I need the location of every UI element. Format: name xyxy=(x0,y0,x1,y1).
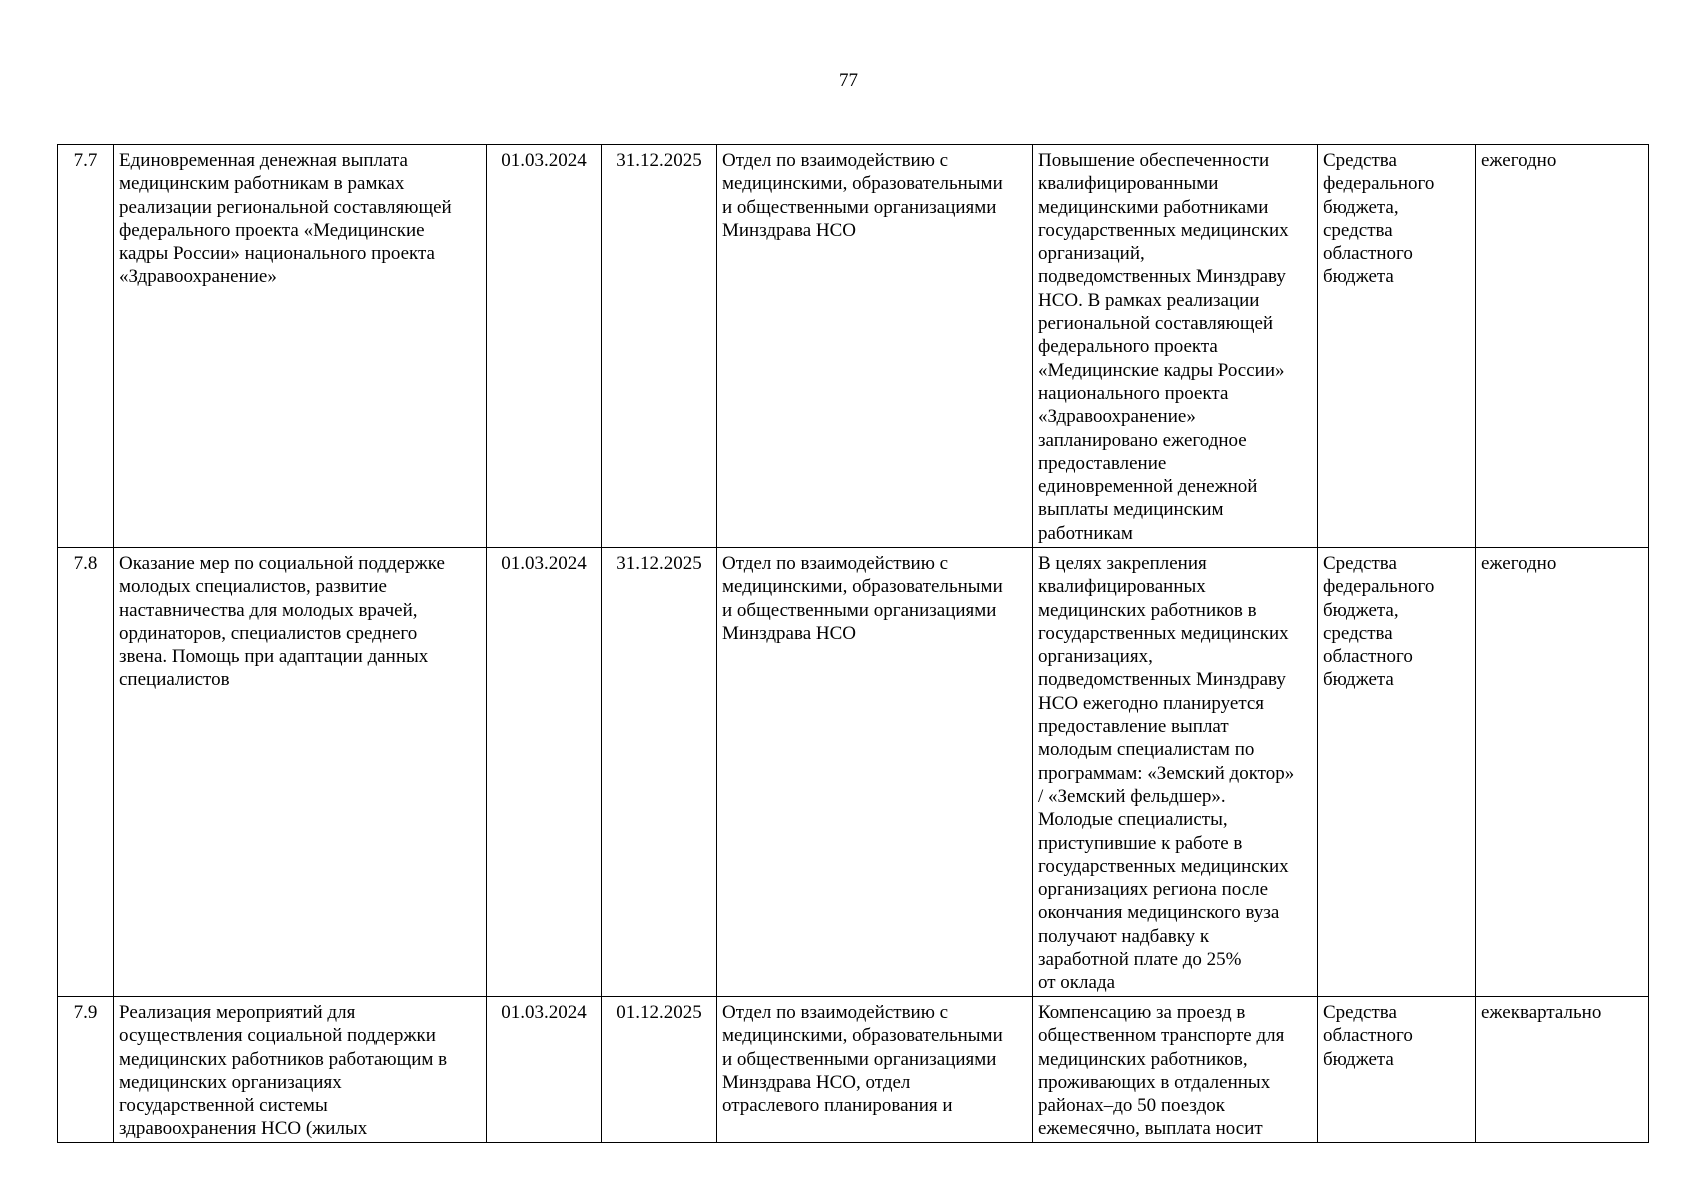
executor-text: Отдел по взаимодействию с медицинскими, образовательными и общественными организациями Минздрава НСО, отдел отраслевого планирования и xyxy=(722,1002,1003,1117)
event-text: Оказание мер по социальной поддержке молодых специалистов, развитие наставничества для молодых врачей, ординаторов, специалистов среднего звена. Помощь при адаптации данных специалистов xyxy=(119,553,445,691)
period-cell xyxy=(1476,997,1649,1143)
event-text: Реализация мероприятий для осуществления социальной поддержки медицинских работников работающим в медицинских организациях государственной системы здравоохранения НСО (жилых xyxy=(119,1002,448,1140)
table-row xyxy=(58,997,1649,1143)
start-date-cell xyxy=(487,997,602,1143)
funding-text: Средства федерального бюджета, средства областного бюджета xyxy=(1323,150,1435,288)
period-text: ежегодно xyxy=(1481,150,1557,171)
end-date: 31.12.2025 xyxy=(616,150,702,171)
executor-cell xyxy=(717,548,1033,997)
start-date-cell xyxy=(487,548,602,997)
start-date: 01.03.2024 xyxy=(501,150,587,171)
funding-cell xyxy=(1318,145,1476,548)
event-cell xyxy=(114,997,487,1143)
result-text: В целях закрепления квалифицированных медицинских работников в государственных медицинских организациях, подведомственных Минздраву НСО ежегодно планируется предоставление выплат молодым специалистам по программам: «Земский доктор» / «Земский фельдшер». Молодые специалисты, приступившие к работе в государственных медицинских организациях региона после окончания медицинского вуза получают надбавку к заработной плате до 25% от оклада xyxy=(1038,553,1295,994)
row-number: 7.9 xyxy=(73,1002,98,1023)
row-number-cell xyxy=(58,997,114,1143)
funding-text: Средства областного бюджета xyxy=(1323,1002,1413,1070)
event-text: Единовременная денежная выплата медицинским работникам в рамках реализации региональной составляющей федерального проекта «Медицинские кадры России» национального проекта «Здравоохранение» xyxy=(119,150,452,288)
end-date: 01.12.2025 xyxy=(616,1002,702,1023)
result-text: Компенсацию за проезд в общественном транспорте для медицинских работников, проживающих в отдаленных районах–до 50 поездок ежемесячно, выплата носит xyxy=(1038,1002,1285,1140)
result-cell xyxy=(1033,145,1318,548)
row-number: 7.8 xyxy=(73,553,98,574)
executor-cell xyxy=(717,145,1033,548)
end-date: 31.12.2025 xyxy=(616,553,702,574)
end-date-cell xyxy=(602,548,717,997)
result-cell xyxy=(1033,548,1318,997)
end-date-cell xyxy=(602,997,717,1143)
row-number-cell xyxy=(58,548,114,997)
funding-cell xyxy=(1318,997,1476,1143)
row-number: 7.7 xyxy=(73,150,98,171)
start-date: 01.03.2024 xyxy=(501,1002,587,1023)
period-cell xyxy=(1476,548,1649,997)
start-date: 01.03.2024 xyxy=(501,553,587,574)
event-cell xyxy=(114,145,487,548)
period-text: ежеквартально xyxy=(1481,1002,1602,1023)
plan-table xyxy=(57,144,1649,1143)
funding-text: Средства федерального бюджета, средства областного бюджета xyxy=(1323,553,1435,691)
event-cell xyxy=(114,548,487,997)
result-text: Повышение обеспеченности квалифицированными медицинскими работниками государственных медицинских организаций, подведомственных Минздраву НСО. В рамках реализации региональной составляющей федерального проекта «Медицинские кадры России» национального проекта «Здравоохранение» запланировано ежегодное предоставление единовременной денежной выплаты медицинским работникам xyxy=(1038,150,1289,544)
funding-cell xyxy=(1318,548,1476,997)
row-number-cell xyxy=(58,145,114,548)
page-number: 77 xyxy=(839,70,858,91)
executor-text: Отдел по взаимодействию с медицинскими, образовательными и общественными организациями Минздрава НСО xyxy=(722,150,1003,241)
period-cell xyxy=(1476,145,1649,548)
executor-cell xyxy=(717,997,1033,1143)
result-cell xyxy=(1033,997,1318,1143)
table-row xyxy=(58,548,1649,997)
end-date-cell xyxy=(602,145,717,548)
executor-text: Отдел по взаимодействию с медицинскими, образовательными и общественными организациями Минздрава НСО xyxy=(722,553,1003,644)
start-date-cell xyxy=(487,145,602,548)
period-text: ежегодно xyxy=(1481,553,1557,574)
table-row xyxy=(58,145,1649,548)
